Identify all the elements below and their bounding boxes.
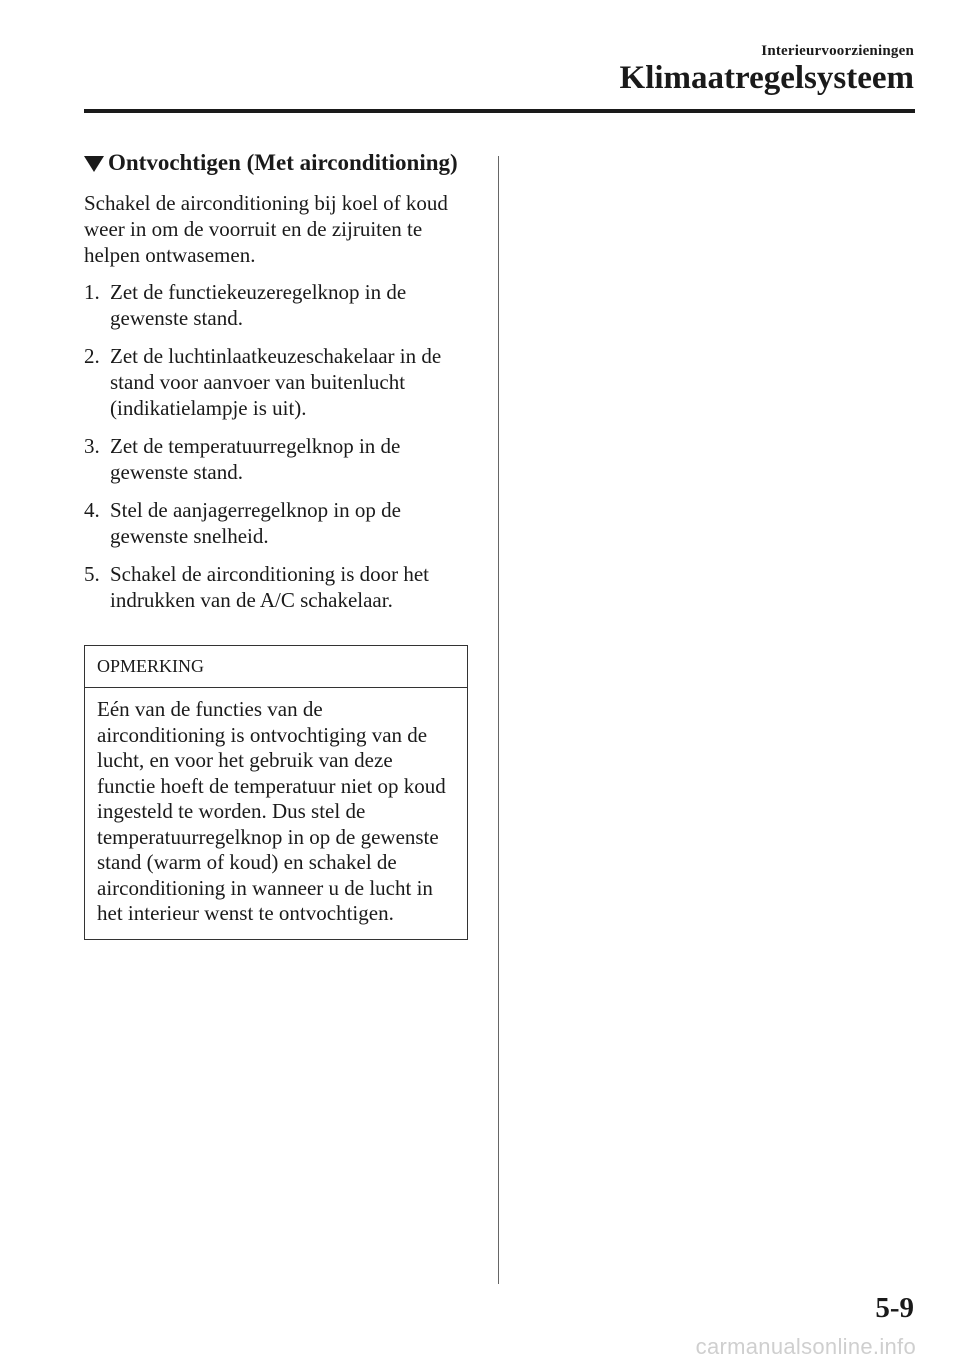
- note-box: [84, 645, 468, 940]
- list-item: [84, 561, 474, 613]
- list-item: [84, 343, 474, 421]
- step-text: Zet de functiekeuzeregelknop in de gewenste stand.: [110, 280, 407, 330]
- note-title: OPMERKING: [85, 646, 467, 688]
- note-body: Eén van de functies van de airconditioning is ontvochtiging van de lucht, en voor het gebruik van deze functie hoeft de temperatuur niet op koud ingesteld te worden. Dus stel de temperatuurregelknop in op de gewenste stand (warm of koud) en schakel de airconditioning in wanneer u de lucht in het interieur wenst te ontvochtigen.: [97, 697, 446, 925]
- header-section-label: Interieurvoorzieningen: [761, 43, 914, 59]
- step-number: 2.: [84, 344, 100, 368]
- list-item: [84, 497, 474, 549]
- step-number: 1.: [84, 280, 100, 304]
- page-number: 5-9: [875, 1292, 914, 1324]
- step-text: Schakel de airconditioning is door het indrukken van de A/C schakelaar.: [110, 562, 430, 612]
- page-title: Klimaatregelsysteem: [619, 60, 914, 96]
- list-item: [84, 279, 474, 331]
- left-column: [84, 150, 474, 625]
- watermark: carmanualsonline.info: [695, 1334, 916, 1359]
- step-number: 4.: [84, 498, 100, 522]
- list-item: [84, 433, 474, 485]
- step-text: Zet de temperatuurregelknop in de gewenste stand.: [110, 434, 401, 484]
- step-number: 3.: [84, 434, 100, 458]
- step-text: Stel de aanjagerregelknop in op de gewenste snelheid.: [110, 498, 401, 548]
- intro-paragraph: Schakel de airconditioning bij koel of koud weer in om de voorruit en de zijruiten te helpen ontwasemen.: [84, 191, 448, 267]
- header-rule: [84, 109, 915, 113]
- step-number: 5.: [84, 562, 100, 586]
- step-text: Zet de luchtinlaatkeuzeschakelaar in de stand voor aanvoer van buitenlucht (indikatielampje is uit).: [110, 344, 442, 420]
- steps-list: [84, 279, 474, 613]
- column-divider: [498, 156, 499, 1284]
- section-heading: [84, 150, 474, 176]
- down-triangle-icon: [84, 156, 104, 172]
- section-heading-text: Ontvochtigen (Met airconditioning): [108, 150, 458, 175]
